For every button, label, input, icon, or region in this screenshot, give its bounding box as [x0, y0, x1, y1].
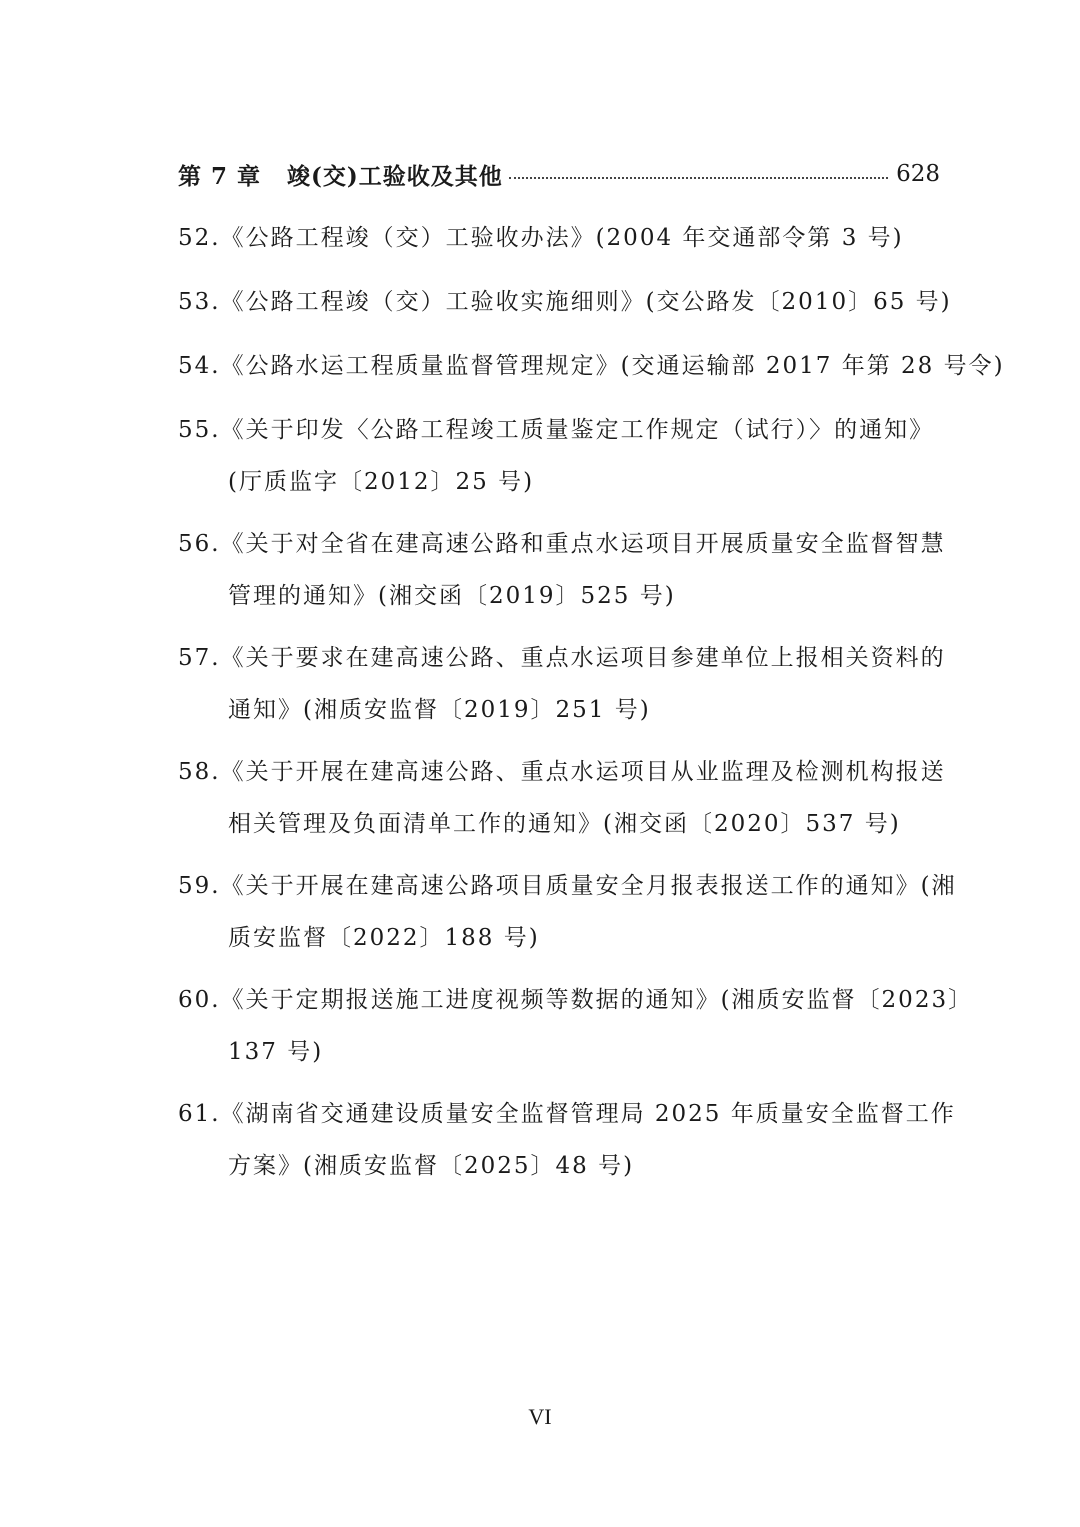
entry-line: 53.《公路工程竣（交）工验收实施细则》(交公路发〔2010〕65 号) [178, 289, 952, 315]
list-item [178, 410, 940, 512]
entry-line: 52.《公路工程竣（交）工验收办法》(2004 年交通部令第 3 号) [178, 225, 904, 251]
entry-line: 61.《湖南省交通建设质量安全监督管理局 2025 年质量安全监督工作 [178, 1101, 956, 1127]
list-item [178, 1094, 956, 1196]
entry-line: 54.《公路水运工程质量监督管理规定》(交通运输部 2017 年第 28 号令) [178, 353, 1005, 379]
list-item [178, 752, 946, 854]
entry-line: 59.《关于开展在建高速公路项目质量安全月报表报送工作的通知》(湘 [178, 873, 957, 899]
entry-line: 58.《关于开展在建高速公路、重点水运项目从业监理及检测机构报送 [178, 759, 946, 785]
entry-line: 60.《关于定期报送施工进度视频等数据的通知》(湘质安监督〔2023〕 [178, 987, 974, 1013]
list-item [178, 282, 952, 334]
list-item [178, 980, 974, 1082]
list-item [178, 638, 946, 740]
entry-line: 55.《关于印发〈公路工程竣工质量鉴定工作规定（试行）〉的通知》 [178, 417, 935, 443]
entry-line-continuation: 相关管理及负面清单工作的通知》(湘交函〔2020〕537 号) [228, 811, 901, 837]
list-item [178, 524, 946, 626]
list-item [178, 218, 940, 270]
chapter-page-number: 628 [896, 161, 940, 187]
list-item [178, 866, 957, 968]
chapter-title: 竣(交)工验收及其他 [287, 162, 503, 190]
toc-entry-list [178, 218, 1005, 1208]
entry-line-continuation: (厅质监字〔2012〕25 号) [228, 469, 535, 495]
dot-leader [509, 177, 888, 179]
entry-line: 56.《关于对全省在建高速公路和重点水运项目开展质量安全监督智慧 [178, 531, 946, 557]
entry-line-continuation: 方案》(湘质安监督〔2025〕48 号) [228, 1153, 635, 1179]
entry-line-continuation: 质安监督〔2022〕188 号) [228, 925, 540, 951]
entry-line-continuation: 通知》(湘质安监督〔2019〕251 号) [228, 697, 651, 723]
entry-line: 57.《关于要求在建高速公路、重点水运项目参建单位上报相关资料的 [178, 645, 946, 671]
toc-chapter-entry[interactable] [178, 154, 940, 194]
chapter-number: 第 7 章 [178, 162, 262, 190]
entry-line-continuation: 管理的通知》(湘交函〔2019〕525 号) [228, 583, 676, 609]
list-item [178, 346, 1005, 398]
entry-line-continuation: 137 号) [228, 1039, 324, 1065]
page-number-footer: VI [528, 1404, 552, 1429]
